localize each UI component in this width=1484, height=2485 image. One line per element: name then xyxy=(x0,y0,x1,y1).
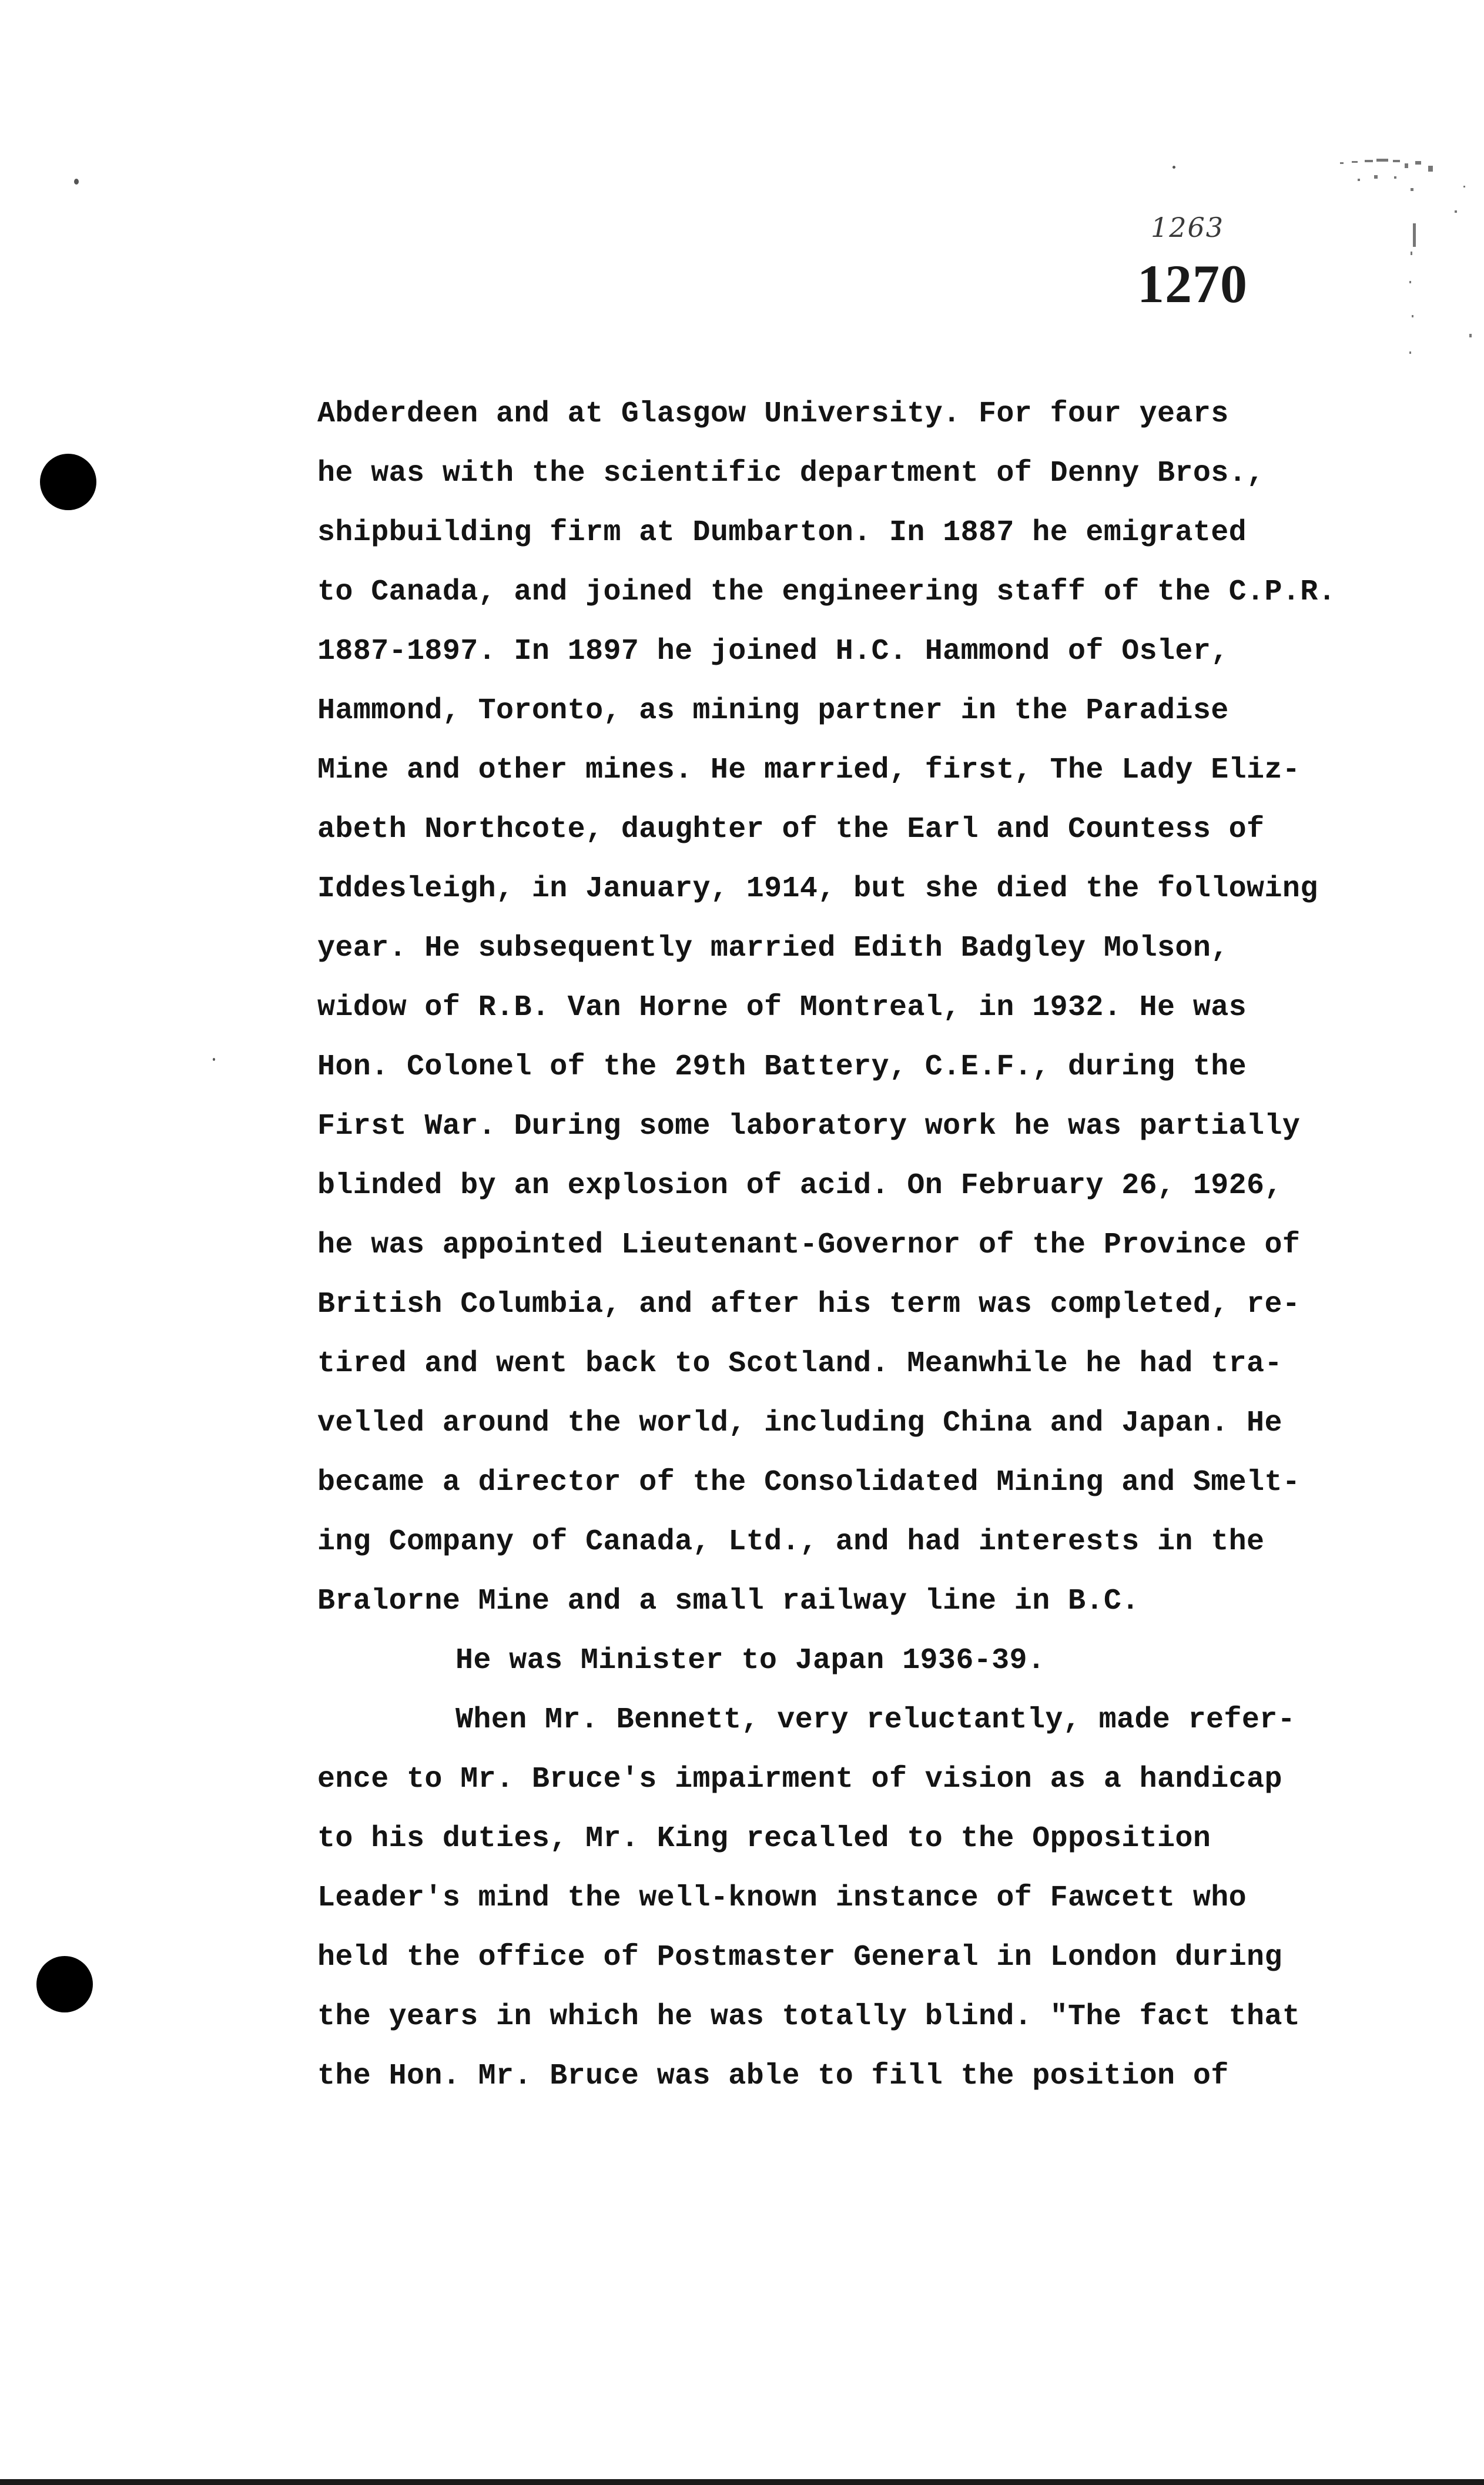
text-line: He was Minister to Japan 1936-39. xyxy=(455,1644,1046,1677)
text-line: Iddesleigh, in January, 1914, but she died the following xyxy=(317,872,1318,906)
text-line: became a director of the Consolidated Mining and Smelt- xyxy=(317,1466,1301,1499)
text-line: the years in which he was totally blind. "The fact that xyxy=(317,2000,1301,2034)
text-line: abeth Northcote, daughter of the Earl and Countess of xyxy=(317,813,1265,846)
text-line: Leader's mind the well-known instance of Fawcett who xyxy=(317,1881,1247,1915)
scan-speck xyxy=(213,1058,215,1061)
scan-bottom-edge xyxy=(0,2479,1484,2485)
text-line: blinded by an explosion of acid. On February 26, 1926, xyxy=(317,1169,1282,1203)
text-line: British Columbia, and after his term was completed, re- xyxy=(317,1288,1301,1321)
text-line: the Hon. Mr. Bruce was able to fill the position of xyxy=(317,2059,1229,2093)
typed-text-block xyxy=(317,384,1387,2106)
text-line: to Canada, and joined the engineering staff of the C.P.R. xyxy=(317,575,1336,609)
stamped-page-number: 1270 xyxy=(1137,254,1248,314)
scan-speck xyxy=(1173,166,1175,169)
punch-hole-top xyxy=(40,454,96,510)
scan-edge-marks xyxy=(1340,158,1481,369)
scan-speck xyxy=(74,179,79,185)
text-line: Bralorne Mine and a small railway line in B.C. xyxy=(317,1585,1140,1618)
text-line: held the office of Postmaster General in London during xyxy=(317,1941,1282,1974)
text-line: Abderdeen and at Glasgow University. For four years xyxy=(317,397,1229,431)
punch-hole-bottom xyxy=(36,1956,93,2012)
text-line: When Mr. Bennett, very reluctantly, made refer- xyxy=(455,1703,1296,1737)
text-line: shipbuilding firm at Dumbarton. In 1887 he emigrated xyxy=(317,516,1247,550)
text-line: Hammond, Toronto, as mining partner in the Paradise xyxy=(317,694,1229,728)
text-line: widow of R.B. Van Horne of Montreal, in 1932. He was xyxy=(317,991,1247,1024)
text-line: Mine and other mines. He married, first, The Lady Eliz- xyxy=(317,753,1301,787)
text-line: he was appointed Lieutenant-Governor of the Province of xyxy=(317,1228,1301,1262)
text-line: 1887-1897. In 1897 he joined H.C. Hammond of Osler, xyxy=(317,635,1229,668)
text-line: ing Company of Canada, Ltd., and had interests in the xyxy=(317,1525,1265,1559)
text-line: he was with the scientific department of Denny Bros., xyxy=(317,457,1265,490)
text-line: tired and went back to Scotland. Meanwhile he had tra- xyxy=(317,1347,1282,1381)
text-line: First War. During some laboratory work he was partially xyxy=(317,1110,1301,1143)
text-line: ence to Mr. Bruce's impairment of vision as a handicap xyxy=(317,1763,1282,1796)
text-line: Hon. Colonel of the 29th Battery, C.E.F., during the xyxy=(317,1050,1247,1084)
text-line: velled around the world, including China and Japan. He xyxy=(317,1406,1282,1440)
handwritten-page-number: 1263 xyxy=(1151,212,1225,243)
text-line: year. He subsequently married Edith Badgley Molson, xyxy=(317,932,1229,965)
text-line: to his duties, Mr. King recalled to the Opposition xyxy=(317,1822,1211,1856)
